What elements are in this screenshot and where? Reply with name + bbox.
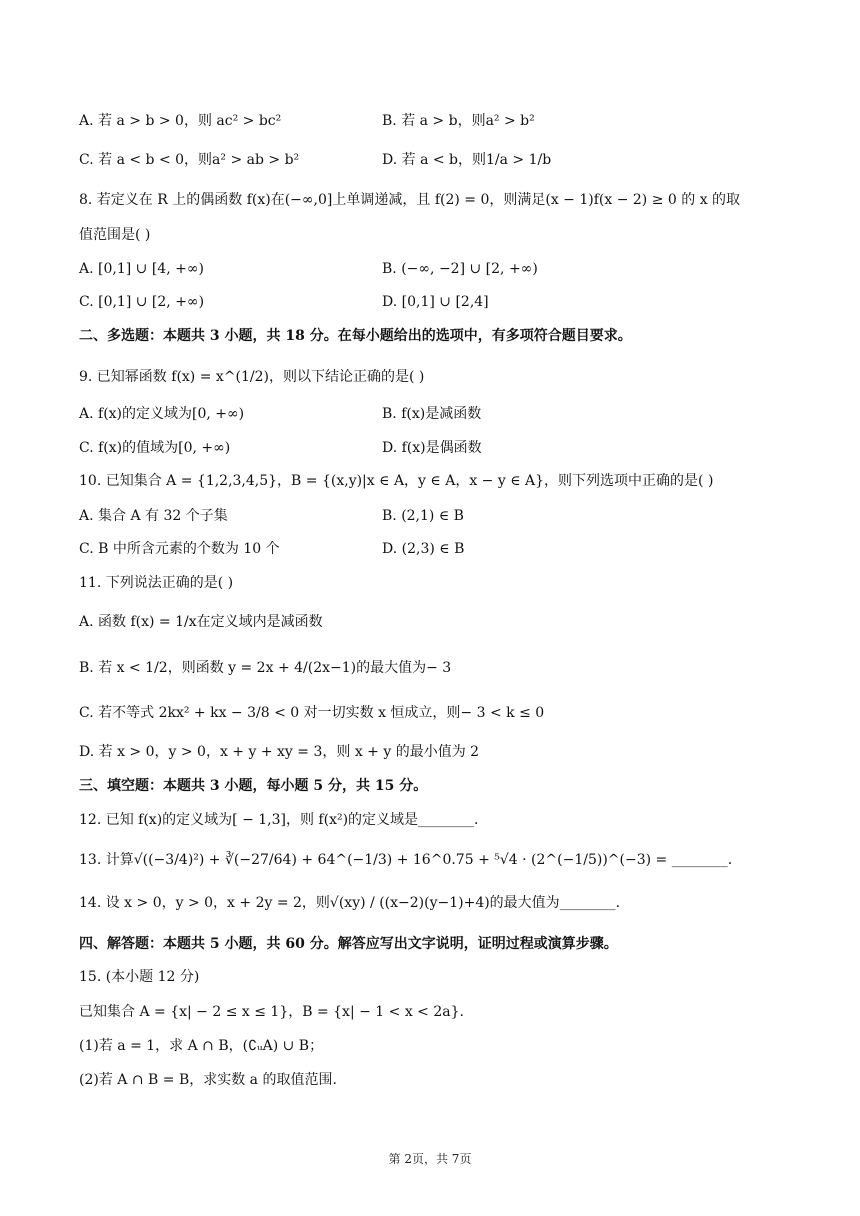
question-12: 12. 已知 f(x)的定义域为[ − 1,3]，则 f(x²)的定义域是________.	[79, 812, 479, 828]
option-q8-b: B. (−∞, −2] ∪ [2, +∞)	[382, 261, 538, 277]
option-q11-c: C. 若不等式 2kx² + kx − 3/8 < 0 对一切实数 x 恒成立，则− 3 < k ≤ 0	[79, 705, 545, 721]
option-q10-b: B. (2,1) ∈ B	[382, 508, 464, 524]
option-q9-a: A. f(x)的定义域为[0, +∞)	[79, 406, 245, 422]
option-q7-a: A. 若 a > b > 0，则 ac² > bc²	[79, 113, 282, 129]
option-q8-a: A. [0,1] ∪ [4, +∞)	[79, 261, 204, 277]
question-15-heading: 15. (本小题 12 分)	[79, 969, 200, 985]
question-8-stem: 8. 若定义在 R 上的偶函数 f(x)在(−∞,0]上单调递减，且 f(2) = 0，则满足(x − 1)f(x − 2) ≥ 0 的 x 的取	[79, 192, 741, 208]
option-q7-d: D. 若 a < b，则1/a > 1/b	[382, 152, 552, 168]
question-14: 14. 设 x > 0，y > 0，x + 2y = 2，则√(xy) / ((x−2)(y−1)+4)的最大值为________.	[79, 895, 621, 911]
section-heading-solutions: 四、解答题：本题共 5 小题，共 60 分。解答应写出文字说明，证明过程或演算步骤。	[79, 936, 618, 952]
option-q9-b: B. f(x)是减函数	[382, 406, 482, 422]
option-q10-c: C. B 中所含元素的个数为 10 个	[79, 541, 280, 557]
question-8-stem-cont: 值范围是( )	[79, 227, 151, 243]
option-q9-c: C. f(x)的值域为[0, +∞)	[79, 440, 231, 456]
option-q7-b: B. 若 a > b，则a² > b²	[382, 113, 535, 129]
question-9-stem: 9. 已知幂函数 f(x) = x^(1/2)，则以下结论正确的是( )	[79, 369, 425, 385]
option-q11-d: D. 若 x > 0，y > 0，x + y + xy = 3，则 x + y 的最小值为 2	[79, 744, 480, 760]
question-15-stem: 已知集合 A = {x| − 2 ≤ x ≤ 1}，B = {x| − 1 < x < 2a}.	[79, 1004, 464, 1020]
page-footer: 第 2页，共 7页	[388, 1152, 472, 1166]
question-15-part-1: (1)若 a = 1，求 A ∩ B，(∁ᵤA) ∪ B；	[79, 1038, 324, 1054]
option-q10-a: A. 集合 A 有 32 个子集	[79, 508, 228, 524]
question-11-stem: 11. 下列说法正确的是( )	[79, 575, 234, 591]
option-q8-d: D. [0,1] ∪ [2,4]	[382, 294, 489, 310]
question-10-stem: 10. 已知集合 A = {1,2,3,4,5}，B = {(x,y)|x ∈ A，y ∈ A，x − y ∈ A}，则下列选项中正确的是( )	[79, 473, 714, 489]
option-q7-c: C. 若 a < b < 0，则a² > ab > b²	[79, 152, 300, 168]
option-q11-b: B. 若 x < 1/2，则函数 y = 2x + 4/(2x−1)的最大值为− 3	[79, 660, 452, 676]
section-heading-multi-choice: 二、多选题：本题共 3 小题，共 18 分。在每小题给出的选项中，有多项符合题目要求。	[79, 328, 632, 344]
option-q8-c: C. [0,1] ∪ [2, +∞)	[79, 294, 205, 310]
option-q9-d: D. f(x)是偶函数	[382, 440, 482, 456]
option-q10-d: D. (2,3) ∈ B	[382, 541, 465, 557]
option-q11-a: A. 函数 f(x) = 1/x在定义域内是减函数	[79, 614, 323, 630]
question-13: 13. 计算√((−3/4)²) + ∛(−27/64) + 64^(−1/3) + 16^0.75 + ⁵√4 · (2^(−1/5))^(−3) = ________.	[79, 852, 733, 868]
section-heading-fill-blank: 三、填空题：本题共 3 小题，每小题 5 分，共 15 分。	[79, 778, 428, 794]
question-15-part-2: (2)若 A ∩ B = B，求实数 a 的取值范围.	[79, 1072, 337, 1088]
